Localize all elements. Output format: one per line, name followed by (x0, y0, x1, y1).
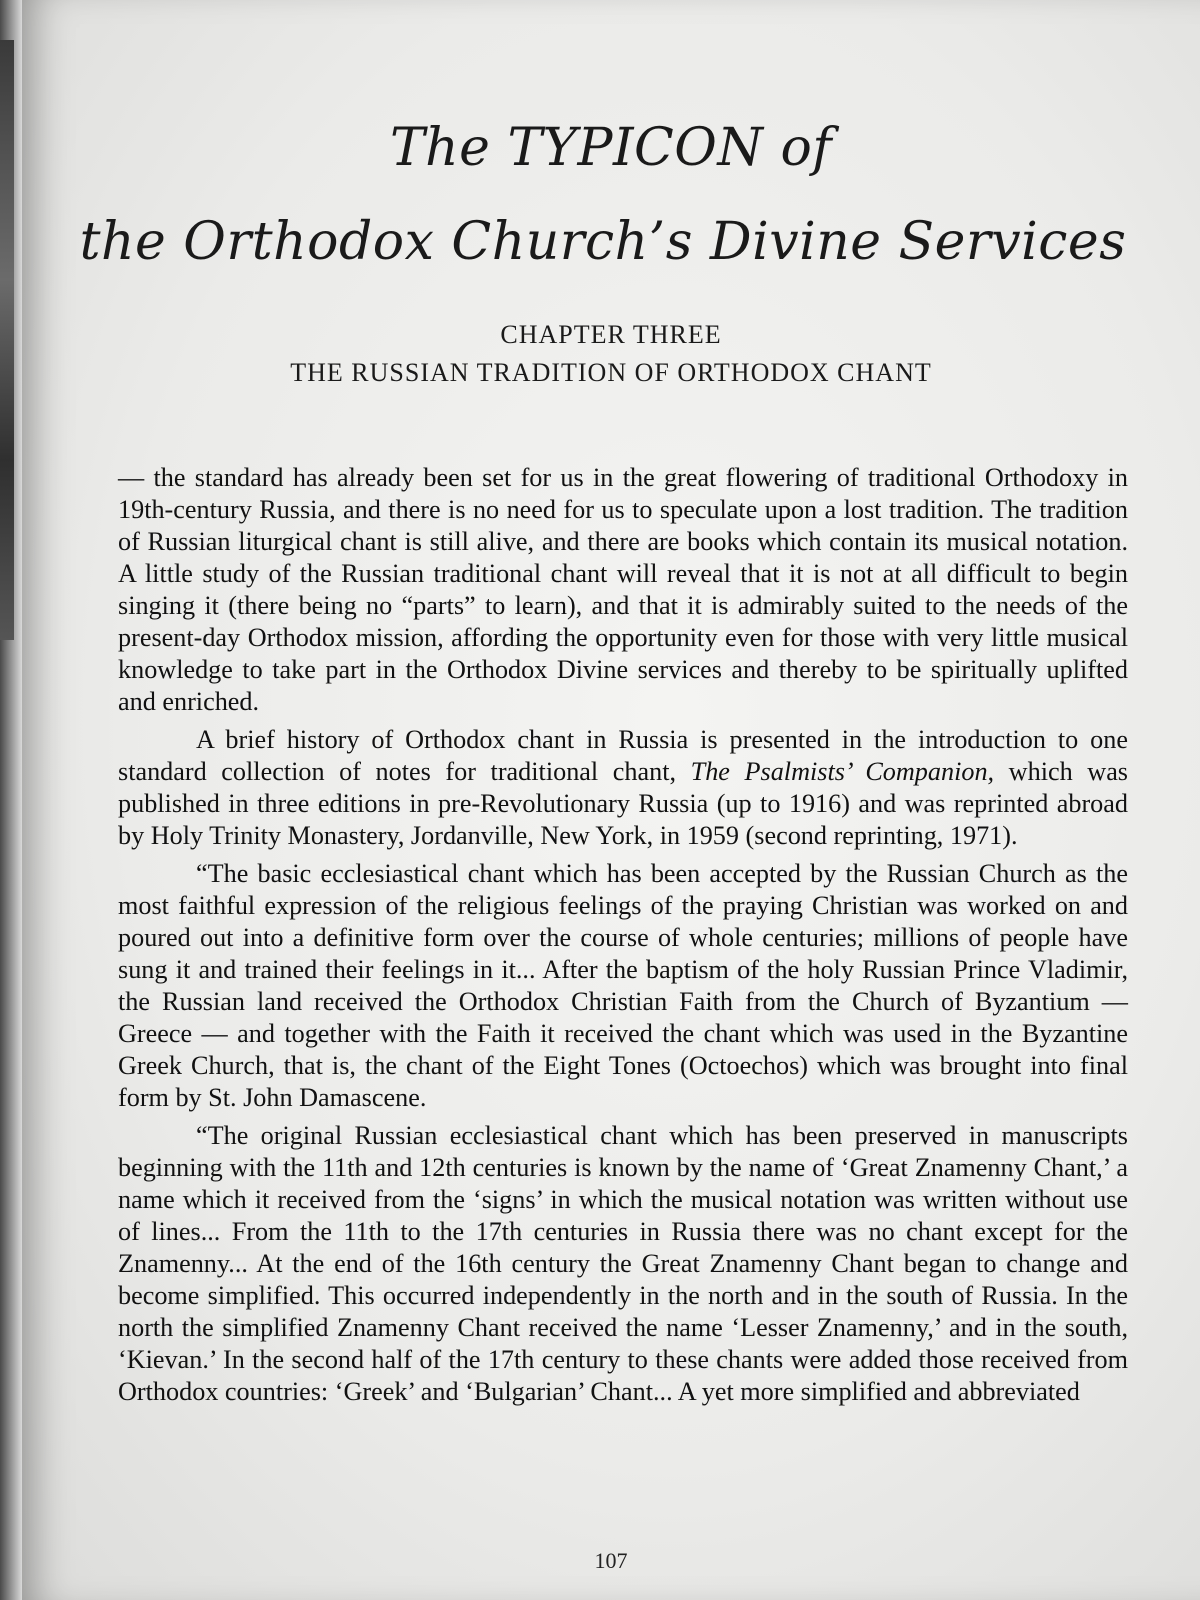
paragraph-2-text-end: which was published in three editions in pre-Revolutionary Russia (up to 1916) and was reprinted abroad by Holy Trinity Monastery, Jordanville, New York, in 1959 (second reprinting, 1971). (118, 757, 1129, 850)
book-title-psalmists-companion: The Psalmists’ Companion, (690, 757, 995, 786)
book-page (22, 0, 1200, 1600)
paragraph-1: — the standard has already been set for us in the great flowering of traditional Orthodoxy in 19th-century Russia, and there is no need for us to speculate upon a lost tradition. The tradition of Russian liturgical chant is still alive, and there are books which contain its musical notation. A little study of the Russian traditional chant will reveal that it is not at all difficult to begin singing it (there being no “parts” to learn), and that it is admirably suited to the needs of the present-day Orthodox mission, affording the opportunity even for those with very little musical knowledge to take part in the Orthodox Divine services and thereby to be spiritually uplifted and enriched. (118, 463, 1128, 716)
paragraph-3-quote: “The basic ecclesiastical chant which has been accepted by the Russian Church as the most faithful expression of the religious feelings of the praying Christian was worked on and poured out into a definitive form over the course of whole centuries; millions of people have sung it and trained their feelings in it... After the baptism of the holy Russian Prince Vladimir, the Russian land received the Orthodox Christian Faith from the Church of Byzantium — Greece — and together with the Faith it received the chant which was used in the Byzantine Greek Church, that is, the chant of the Eight Tones (Octoechos) which was brought into final form by St. John Damascene. (118, 859, 1128, 1112)
page-title-line-1: The TYPICON of (389, 118, 833, 178)
chapter-number: CHAPTER THREE (500, 320, 722, 349)
paragraph-2 (118, 724, 1128, 852)
page-title-line-2: the Orthodox Church’s Divine Services (79, 212, 1127, 272)
body-text (118, 462, 1128, 1408)
paragraph-4-quote: “The original Russian ecclesiastical chant which has been preserved in manuscripts beginning with the 11th and 12th centuries is known by the name of ‘Great Znamenny Chant,’ a name which it received from the ‘signs’ in which the musical notation was written without use of lines... From the 11th to the 17th centuries in Russia there was no chant except for the Znamenny... At the end of the 16th century the Great Znamenny Chant began to change and become simplified. This occurred independently in the north and in the south of Russia. In the north the simplified Znamenny Chant received the name ‘Lesser Znamenny,’ and in the south, ‘Kievan.’ In the second half of the 17th century to these chants were added those received from Orthodox countries: ‘Greek’ and ‘Bulgarian’ Chant... A yet more simplified and abbreviated (118, 1121, 1128, 1406)
facing-page-photo (0, 40, 14, 640)
paragraph-2-text-start: A brief history of Orthodox chant in Russia is presented in the introduction to one standard collection of notes for traditional chant, (118, 725, 1128, 786)
chapter-title: THE RUSSIAN TRADITION OF ORTHODOX CHANT (290, 358, 932, 387)
page-number: 107 (594, 1548, 628, 1573)
